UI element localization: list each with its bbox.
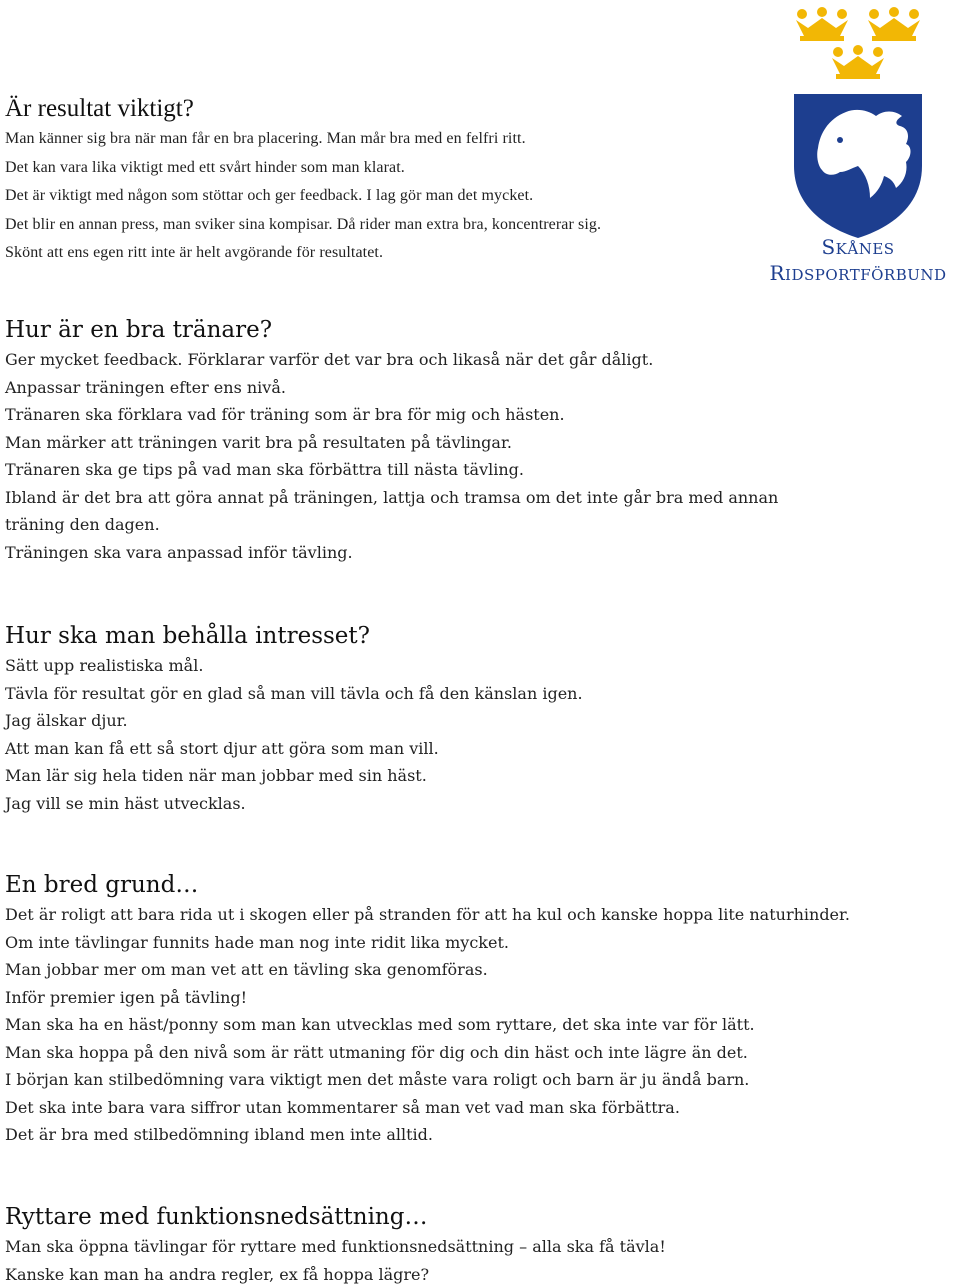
section-result <box>5 95 601 268</box>
text-line: Ger mycket feedback. Förklarar varför det var bra och likaså när det går dåligt. <box>5 346 778 374</box>
text-line: Att man kan få ett så stort djur att göra som man vill. <box>5 735 583 763</box>
section-heading: Hur ska man behålla intresset? <box>5 622 583 650</box>
section-trainer <box>5 316 778 566</box>
section-heading: En bred grund… <box>5 871 850 899</box>
text-line: Det är viktigt med någon som stöttar och ger feedback. I lag gör man det mycket. <box>5 182 601 211</box>
section-disability <box>5 1203 666 1288</box>
text-line: Kanske kan man ha andra regler, ex få hoppa lägre? <box>5 1261 666 1288</box>
section-broad-base <box>5 871 850 1149</box>
section-heading: Är resultat viktigt? <box>5 95 601 123</box>
text-line: Man ska ha en häst/ponny som man kan utvecklas med som ryttare, det ska inte var för lätt. <box>5 1011 850 1039</box>
org-name-line2: RIDSPORTFÖRBUND <box>760 260 956 288</box>
org-logo <box>760 6 956 286</box>
text-line: Man ska öppna tävlingar för ryttare med funktionsnedsättning – alla ska få tävla! <box>5 1233 666 1261</box>
text-line: Man jobbar mer om man vet att en tävling ska genomföras. <box>5 956 850 984</box>
org-name-line1: SKÅNES <box>760 234 956 262</box>
text-line: Man märker att träningen varit bra på resultaten på tävlingar. <box>5 429 778 457</box>
text-line: Det kan vara lika viktigt med ett svårt hinder som man klarat. <box>5 154 601 183</box>
text-line: Det är roligt att bara rida ut i skogen eller på stranden för att ha kul och kanske hoppa lite naturhinder. <box>5 901 850 929</box>
section-heading: Hur är en bra tränare? <box>5 316 778 344</box>
section-heading: Ryttare med funktionsnedsättning… <box>5 1203 666 1231</box>
text-line: Jag älskar djur. <box>5 707 583 735</box>
text-line: Skönt att ens egen ritt inte är helt avgörande för resultatet. <box>5 239 601 268</box>
section-interest <box>5 622 583 817</box>
text-line: Man känner sig bra när man får en bra placering. Man mår bra med en felfri ritt. <box>5 125 601 154</box>
text-line: Det ska inte bara vara siffror utan kommentarer så man vet vad man ska förbättra. <box>5 1094 850 1122</box>
text-line: Man ska hoppa på den nivå som är rätt utmaning för dig och din häst och inte lägre än det. <box>5 1039 850 1067</box>
text-line: Jag vill se min häst utvecklas. <box>5 790 583 818</box>
text-line: Träningen ska vara anpassad inför tävling. <box>5 539 778 567</box>
text-line: Anpassar träningen efter ens nivå. <box>5 374 778 402</box>
text-line: Tävla för resultat gör en glad så man vill tävla och få den känslan igen. <box>5 680 583 708</box>
text-line: I början kan stilbedömning vara viktigt men det måste vara roligt och barn är ju ändå barn. <box>5 1066 850 1094</box>
text-line: Man lär sig hela tiden när man jobbar med sin häst. <box>5 762 583 790</box>
text-line: Tränaren ska ge tips på vad man ska förbättra till nästa tävling. <box>5 456 778 484</box>
crown-icon <box>796 7 920 79</box>
text-line: Det är bra med stilbedömning ibland men inte alltid. <box>5 1121 850 1149</box>
text-line: Om inte tävlingar funnits hade man nog inte ridit lika mycket. <box>5 929 850 957</box>
text-line: Ibland är det bra att göra annat på träningen, lattja och tramsa om det inte går bra med annan <box>5 484 778 512</box>
text-line: Det blir en annan press, man sviker sina kompisar. Då rider man extra bra, koncentrerar sig. <box>5 211 601 240</box>
text-line: Sätt upp realistiska mål. <box>5 652 583 680</box>
text-line: Inför premier igen på tävling! <box>5 984 850 1012</box>
text-line: träning den dagen. <box>5 511 778 539</box>
text-line: Tränaren ska förklara vad för träning som är bra för mig och hästen. <box>5 401 778 429</box>
